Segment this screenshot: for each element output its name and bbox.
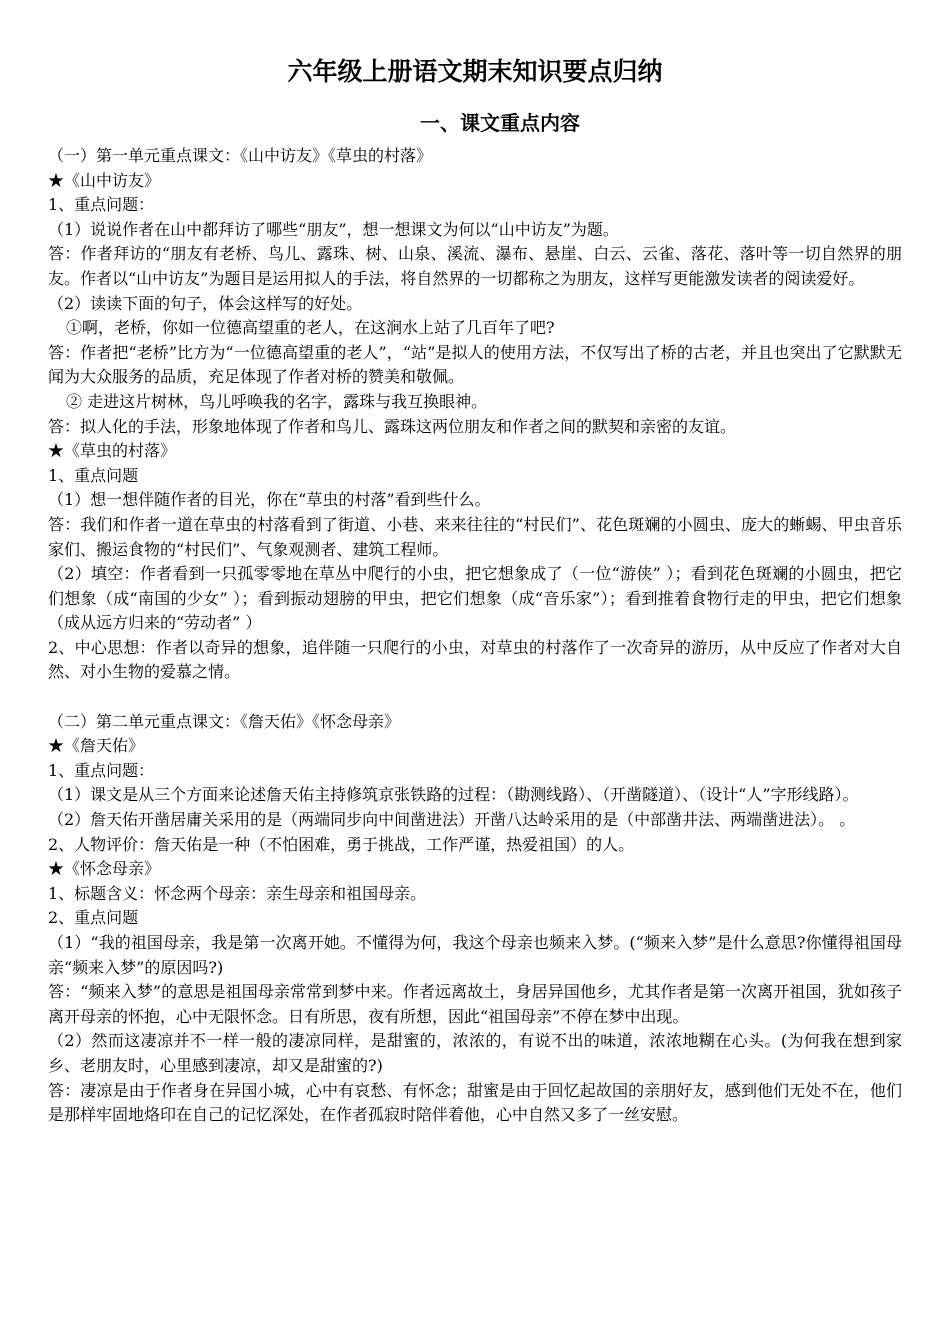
text-line: 答：拟人化的手法，形象地体现了作者和鸟儿、露珠这两位朋友和作者之间的默契和亲密的友谊。 [48,416,737,436]
text-paragraph: 2、中心思想：作者以奇异的想象，追伴随一只爬行的小虫，对草虫的村落作了一次奇异的游历，从中反应了作者对大自然、对小生物的爱慕之情。 [48,637,902,682]
text-paragraph: 答：作者把“老桥”比方为“一位德高望重的老人”，“站”是拟人的使用方法，不仅写出了桥的古老，并且也突出了它默默无闻为大众服务的品质，充足体现了作者对桥的赞美和敬佩。 [48,342,902,387]
text-line: ★《草虫的村落》 [48,441,177,461]
text-line: （二）第二单元重点课文：《詹天佑》《怀念母亲》 [48,711,401,731]
text-line: ② 走进这片树林，鸟儿呼唤我的名字，露珠与我互换眼神。 [66,391,488,411]
text-line: （1）说说作者在山中都拜访了哪些“朋友”，想一想课文为何以“山中访友”为题。 [48,219,619,239]
section-heading: 一、课文重点内容 [420,111,580,135]
text-line: 2、人物评价：詹天佑是一种（不怕困难，勇于挑战，工作严谨，热爱祖国）的人。 [48,834,635,854]
text-line: ★《山中访友》 [48,170,161,190]
text-paragraph: （2）然而这凄凉并不一样一般的凄凉同样，是甜蜜的，浓浓的，有说不出的味道，浓浓地糊在心头。(为何我在想到家乡、老朋友时，心里感到凄凉，却又是甜蜜的?) [48,1031,902,1075]
text-paragraph: （2）詹天佑开凿居庸关采用的是（两端同步向中间凿进法）开凿八达岭采用的是（中部凿井法、两端凿进法）。 。 [48,810,856,830]
text-line: （2）读读下面的句子，体会这样写的好处。 [48,293,363,313]
document-title: 六年级上册语文期末知识要点归纳 [287,57,663,86]
text-paragraph: 答：我们和作者一道在草虫的村落看到了街道、小巷、来来往往的“村民们”、花色斑斓的小圆虫、庞大的蜥蜴、甲虫音乐家们、搬运食物的“村民们”、气象观测者、建筑工程师。 [48,514,902,559]
text-paragraph: 答：作者拜访的“朋友有老桥、鸟儿、露珠、树、山泉、溪流、瀑布、悬崖、白云、云雀、落花、落叶等一切自然界的朋友。作者以“山中访友”为题目是运用拟人的手法，将自然界的一切都称之为朋友，这样写更能激发读者的阅读爱好。 [48,244,902,288]
text-paragraph: 答：“频来入梦”的意思是祖国母亲常常到梦中来。作者远离故土，身居异国他乡，尤其作者是第一次离开祖国，犹如孩子离开母亲的怀抱，心中无限怀念。日有所思，夜有所想，因此“祖国母亲”不停在梦中出现。 [48,982,902,1026]
document-body [48,144,902,1128]
text-line: ①啊，老桥，你如一位德高望重的老人，在这涧水上站了几百年了吧? [66,318,555,338]
text-line: （1）想一想伴随作者的目光，你在“草虫的村落”看到些什么。 [48,490,491,510]
text-paragraph: （2）填空：作者看到一只孤零零地在草丛中爬行的小虫，把它想象成了（一位“游侠” ）；看到花色斑斓的小圆虫，把它们想象（成“南国的少女” ）；看到振动翅膀的甲虫，把它们想象（成“音乐家”）；看到推着食物行走的甲虫，把它们想象（成从远方归来的“劳动者” ） [48,564,902,633]
text-paragraph: （1）“我的祖国母亲，我是第一次离开她。不懂得为何，我这个母亲也频来入梦。(“频来入梦”是什么意思?你懂得祖国母亲“频来入梦”的原因吗?) [48,933,902,977]
text-line: ★《詹天佑》 [48,736,145,756]
text-line: 2、重点问题 [48,908,139,928]
text-line: 1、重点问题 [48,465,139,485]
text-paragraph: 答：凄凉是由于作者身在异国小城，心中有哀愁、有怀念；甜蜜是由于回忆起故国的亲朋好友，感到他们无处不在，他们是那样牢固地烙印在自己的记忆深处，在作者孤寂时陪伴着他，心中自然又多了一丝安慰。 [48,1080,902,1125]
text-line: 1、重点问题： [48,195,155,215]
text-paragraph: （1）课文是从三个方面来论述詹天佑主持修筑京张铁路的过程：（勘测线路）、（开凿隧道）、（设计“人”字形线路）。 [48,785,859,805]
document-page [48,52,902,1128]
blank-line [48,685,902,710]
text-line: 1、标题含义：怀念两个母亲：亲生母亲和祖国母亲。 [48,883,427,903]
text-line: 1、重点问题： [48,760,155,780]
text-line: ★《怀念母亲》 [48,859,161,879]
text-line: （一）第一单元重点课文：《山中访友》《草虫的村落》 [48,146,433,165]
